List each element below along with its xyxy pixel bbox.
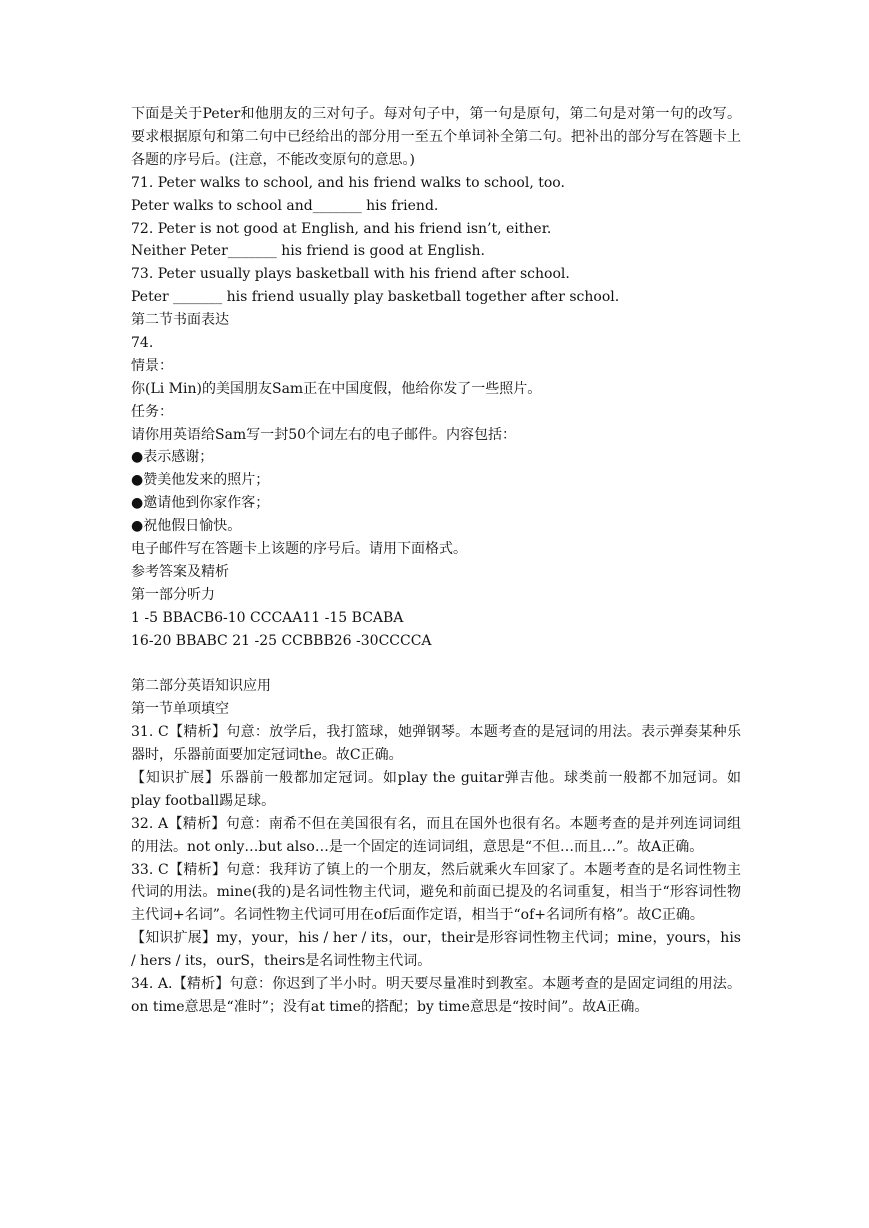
answers-title: 参考答案及精析 xyxy=(131,563,229,580)
scene-text: 你(Li Min)的美国朋友Sam正在中国度假，他给你发了一些照片。 xyxy=(131,380,542,397)
task-bullet: ●祝他假日愉快。 xyxy=(131,518,242,535)
question-72-rewrite: Neither Peter_______ his friend is good at English. xyxy=(131,243,485,260)
answer-31-extension: 【知识扩展】乐器前一般都加定冠词。如play the guitar弹吉他。球类前一般都不加冠词。如play football踢足球。 xyxy=(131,769,741,809)
task-text: 请你用英语给Sam写一封50个词左右的电子邮件。内容包括： xyxy=(131,426,517,443)
document-body xyxy=(131,103,741,1019)
question-73-original: 73. Peter usually plays basketball with his friend after school. xyxy=(131,266,570,283)
task-bullet: ●表示感谢； xyxy=(131,449,214,466)
question-74-number: 74. xyxy=(131,334,154,351)
part1-listening-title: 第一部分听力 xyxy=(131,586,215,603)
blank-line xyxy=(131,652,741,675)
task-label: 任务： xyxy=(131,403,173,420)
answer-34: 34. A.【精析】句意：你迟到了半小时。明天要尽量准时到教室。本题考查的是固定词组的用法。on time意思是“准时”；没有at time的搭配；by time意思是“按时间”。故A正确。 xyxy=(131,976,741,1015)
answer-31: 31. C【精析】句意：放学后，我打篮球，她弹钢琴。本题考查的是冠词的用法。表示弹奏某种乐器时，乐器前面要加定冠词the。故C正确。 xyxy=(131,724,741,763)
task-bullet: ●赞美他发来的照片； xyxy=(131,472,270,489)
section-written-expression-title: 第二节书面表达 xyxy=(131,312,229,329)
scene-label: 情景： xyxy=(131,357,173,374)
format-note: 电子邮件写在答题卡上该题的序号后。请用下面格式。 xyxy=(131,540,467,557)
question-72-original: 72. Peter is not good at English, and his friend isn’t, either. xyxy=(131,220,552,237)
answer-32: 32. A【精析】句意：南希不但在美国很有名，而且在国外也很有名。本题考查的是并列连词词组的用法。not only…but also…是一个固定的连词词组，意思是“不但…而且…”。故A正确。 xyxy=(131,815,741,855)
answer-33: 33. C【精析】句意：我拜访了镇上的一个朋友，然后就乘火车回家了。本题考查的是名词性物主代词的用法。mine(我的)是名词性物主代词，避免和前面已提及的名词重复，相当于“形容词性物主代词+名词”。名词性物主代词可用在of后面作定语，相当于“of+名词所有格”。故C正确。 xyxy=(131,861,741,924)
part1-answers-line-2: 16-20 BBABC 21 -25 CCBBB26 -30CCCCA xyxy=(131,632,432,649)
question-71-original: 71. Peter walks to school, and his friend walks to school, too. xyxy=(131,174,565,191)
part1-answers-line-1: 1 -5 BBACB6-10 CCCAA11 -15 BCABA xyxy=(131,609,404,626)
task-bullet: ●邀请他到你家作客； xyxy=(131,495,270,512)
question-71-rewrite: Peter walks to school and_______ his friend. xyxy=(131,197,439,214)
question-73-rewrite: Peter _______ his friend usually play basketball together after school. xyxy=(131,289,620,306)
section1-single-choice-title: 第一节单项填空 xyxy=(131,701,229,718)
rewrite-instructions: 下面是关于Peter和他朋友的三对句子。每对句子中，第一句是原句，第二句是对第一句的改写。要求根据原句和第二句中已经给出的部分用一至五个单词补全第二句。把补出的部分写在答题卡上各题的序号后。(注意，不能改变原句的意思。) xyxy=(131,106,741,168)
part2-title: 第二部分英语知识应用 xyxy=(131,678,271,695)
answer-33-extension: 【知识扩展】my，your，his / her / its，our，their是形容词性物主代词；mine，yours，his / hers / its，ourS，theirs是名词性物主代词。 xyxy=(131,930,741,970)
